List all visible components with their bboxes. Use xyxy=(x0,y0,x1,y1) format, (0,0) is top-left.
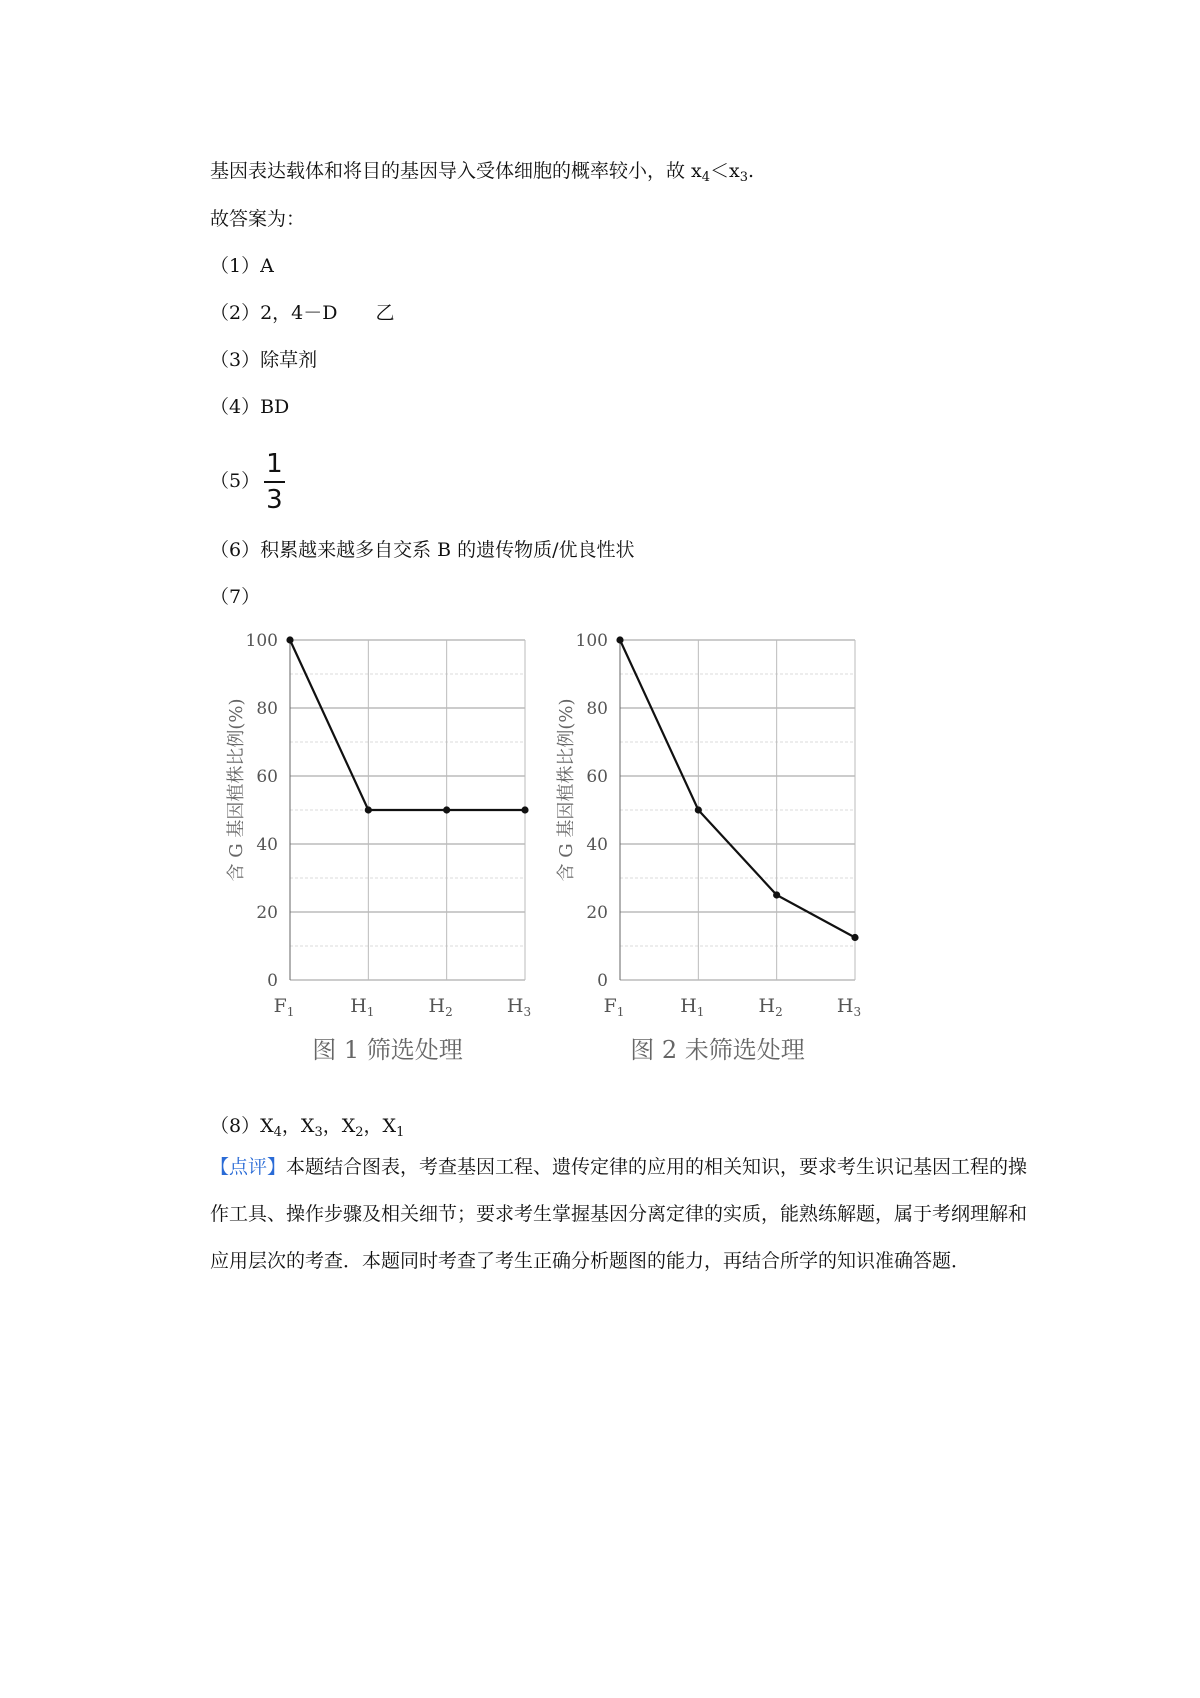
y-tick-label: 20 xyxy=(256,903,278,923)
intro-lt: ＜x xyxy=(710,160,740,182)
comment-paragraph xyxy=(210,1144,1030,1285)
chart-2 xyxy=(556,631,861,1064)
y-tick-label: 80 xyxy=(586,699,608,719)
x-tick-label: $H_3$ xyxy=(836,995,862,1019)
chart-1 xyxy=(226,631,531,1064)
answer-8-x3-sub: 3 xyxy=(314,1125,323,1140)
intro-sub-4: 4 xyxy=(701,170,711,185)
y-axis-label: 含 G 基因植株比例(%) xyxy=(556,698,577,882)
answer-3: （3）除草剂 xyxy=(210,349,318,371)
data-point xyxy=(616,636,623,643)
answer-8-x4-sub: 4 xyxy=(273,1125,282,1140)
intro-line xyxy=(210,157,754,192)
x-tick-label: $H_1$ xyxy=(680,995,705,1019)
x-tick-label: $H_1$ xyxy=(350,995,375,1019)
intro-end: . xyxy=(748,160,755,182)
answer-6: （6）积累越来越多自交系 B 的遗传物质/优良性状 xyxy=(210,539,635,561)
intro-text: 基因表达载体和将目的基因导入受体细胞的概率较小，故 x xyxy=(210,160,702,182)
data-point xyxy=(851,934,858,941)
data-point xyxy=(286,636,293,643)
data-point xyxy=(365,806,372,813)
fraction-denominator: 3 xyxy=(266,485,283,515)
series-line xyxy=(290,640,525,810)
answer-8-x2: ，X xyxy=(322,1115,356,1137)
y-tick-label: 0 xyxy=(267,971,278,991)
answer-heading: 故答案为： xyxy=(210,208,306,230)
fraction-numerator: 1 xyxy=(266,449,283,479)
y-tick-label: 100 xyxy=(245,631,278,651)
answer-7: （7） xyxy=(210,586,261,608)
x-tick-label: $H_2$ xyxy=(758,995,783,1019)
fraction-bar xyxy=(264,481,285,483)
y-tick-label: 60 xyxy=(256,767,278,787)
answer-5 xyxy=(210,448,285,515)
y-tick-label: 100 xyxy=(575,631,608,651)
answer-8 xyxy=(210,1112,404,1147)
series-line xyxy=(620,640,855,938)
data-point xyxy=(521,806,528,813)
data-point xyxy=(773,891,780,898)
fraction xyxy=(264,449,285,515)
answer-8-x3: ，X xyxy=(281,1115,315,1137)
y-tick-label: 0 xyxy=(597,971,608,991)
answer-8-x2-sub: 2 xyxy=(355,1125,364,1140)
answer-8-x1-sub: 1 xyxy=(396,1125,405,1140)
y-tick-label: 60 xyxy=(586,767,608,787)
y-tick-label: 40 xyxy=(256,835,278,855)
x-tick-label: $F_1$ xyxy=(603,995,625,1019)
comment-text: 本题结合图表，考查基因工程、遗传定律的应用的相关知识，要求考生识记基因工程的操作工具、操作步骤及相关细节；要求考生掌握基因分离定律的实质，能熟练解题，属于考纲理解和应用层次的考查．本题同时考查了考生正确分析题图的能力，再结合所学的知识准确答题． xyxy=(210,1156,1028,1272)
charts-figure xyxy=(195,628,875,1083)
chart-title: 图 2 未筛选处理 xyxy=(630,1036,805,1064)
answer-8-label: （8） xyxy=(210,1115,261,1137)
data-point xyxy=(695,806,702,813)
answer-2: （2）2，4－D 乙 xyxy=(210,302,395,324)
y-tick-label: 80 xyxy=(256,699,278,719)
x-tick-label: $H_2$ xyxy=(428,995,453,1019)
answer-1: （1）A xyxy=(210,255,274,277)
answer-8-x4: X xyxy=(260,1115,274,1137)
answer-8-x1: ，X xyxy=(363,1115,397,1137)
comment-label: 【点评】 xyxy=(210,1156,287,1178)
x-tick-label: $H_3$ xyxy=(506,995,532,1019)
y-axis-label: 含 G 基因植株比例(%) xyxy=(226,698,247,882)
x-tick-label: $F_1$ xyxy=(273,995,295,1019)
intro-sub-3: 3 xyxy=(739,170,749,185)
answer-5-label: （5） xyxy=(210,470,261,492)
y-tick-label: 40 xyxy=(586,835,608,855)
chart-title: 图 1 筛选处理 xyxy=(312,1036,463,1064)
y-tick-label: 20 xyxy=(586,903,608,923)
data-point xyxy=(443,806,450,813)
answer-4: （4）BD xyxy=(210,396,290,418)
